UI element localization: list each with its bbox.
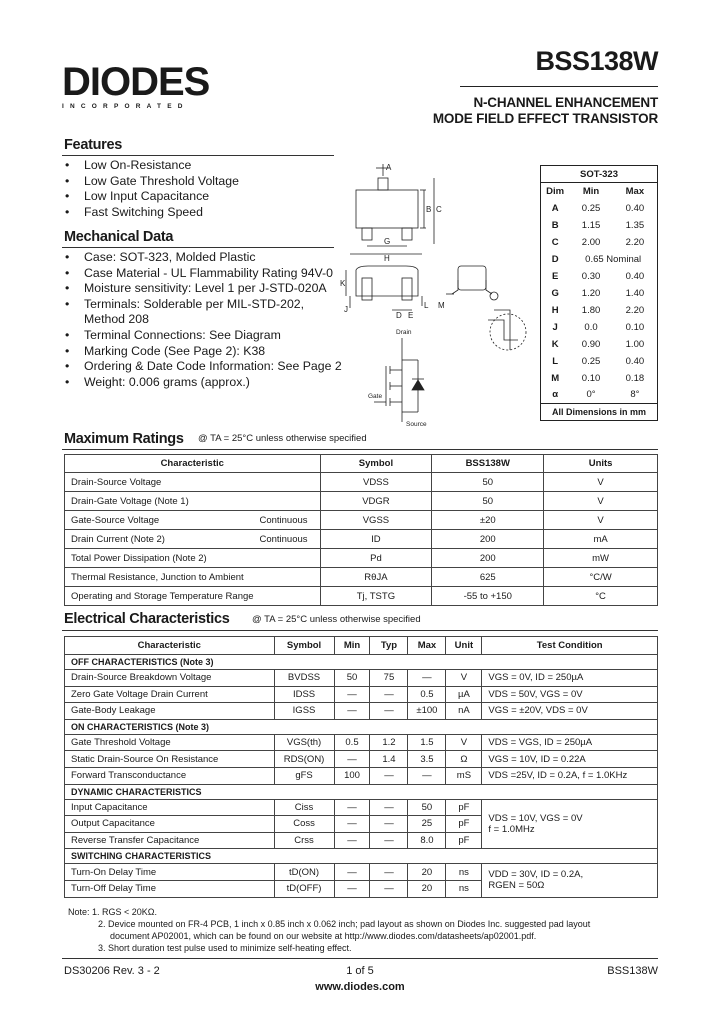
- elec-unit: nA: [446, 703, 482, 720]
- header-rule: [460, 86, 658, 87]
- drain-label: Drain: [396, 329, 412, 336]
- dim-code: A: [551, 202, 559, 214]
- dim-row: [541, 217, 658, 234]
- mechanical-item: • Weight: 0.006 grams (approx.): [64, 375, 342, 391]
- dim-min: 0.10: [581, 372, 601, 384]
- elec-header: Typ: [370, 637, 408, 655]
- rating-char-text: Gate-Source Voltage: [71, 514, 160, 526]
- note-1: Note: 1. RGS < 20KΩ.: [68, 907, 158, 917]
- mechanical-list: [64, 250, 342, 390]
- elec-min: —: [334, 703, 370, 720]
- elec-typ: —: [370, 832, 408, 849]
- max-ratings-condition: @ TA = 25°C unless otherwise specified: [198, 433, 367, 444]
- dim-row: [541, 319, 658, 336]
- elec-typ: —: [370, 864, 408, 881]
- elec-characteristic: Static Drain-Source On Resistance: [65, 751, 275, 768]
- footer-page-number: 1 of 5: [346, 965, 374, 977]
- dim-label-e: E: [408, 311, 414, 320]
- elec-symbol: gFS: [274, 767, 334, 784]
- elec-symbol: Coss: [274, 816, 334, 833]
- dim-code: K: [551, 338, 559, 350]
- rating-header: Units: [544, 455, 658, 473]
- rating-unit: mW: [544, 549, 658, 568]
- dim-label-g: G: [384, 237, 391, 246]
- elec-symbol: tD(OFF): [274, 880, 334, 897]
- elec-unit: ns: [446, 880, 482, 897]
- dim-code: C: [551, 236, 559, 248]
- rating-unit: V: [544, 473, 658, 492]
- dim-row: [541, 336, 658, 353]
- elec-min: —: [334, 880, 370, 897]
- max-ratings-rule: [62, 449, 658, 450]
- rating-char-text: Thermal Resistance, Junction to Ambient: [71, 571, 244, 583]
- dim-row: [541, 353, 658, 370]
- elec-test-condition: VDS = VGS, ID = 250µA: [482, 734, 658, 751]
- elec-symbol: Ciss: [274, 799, 334, 816]
- rating-header: Symbol: [320, 455, 432, 473]
- footer-doc-number: DS30206 Rev. 3 - 2: [64, 965, 160, 977]
- dim-code: E: [551, 270, 559, 282]
- section-row: [65, 655, 658, 670]
- rating-symbol: RθJA: [320, 568, 432, 587]
- elec-min: —: [334, 816, 370, 833]
- elec-condition: @ TA = 25°C unless otherwise specified: [252, 614, 421, 625]
- elec-typ: 1.2: [370, 734, 408, 751]
- features-rule: [62, 155, 334, 156]
- rating-cond: Continuous: [259, 533, 308, 545]
- elec-row: [65, 751, 658, 768]
- dimensions-table: [540, 165, 658, 421]
- dim-min: 0°: [586, 389, 596, 401]
- elec-max: 3.5: [408, 751, 446, 768]
- elec-min: —: [334, 751, 370, 768]
- dim-label-a: A: [386, 163, 392, 172]
- mechanical-item: • Moisture sensitivity: Level 1 per J-STD-020A: [64, 281, 342, 297]
- elec-max: —: [408, 670, 446, 687]
- dim-code: J: [552, 321, 558, 333]
- section-row: [65, 719, 658, 734]
- elec-max: 50: [408, 799, 446, 816]
- rating-characteristic: [65, 530, 321, 549]
- dim-label-l: L: [424, 301, 429, 310]
- elec-characteristic: Forward Transconductance: [65, 767, 275, 784]
- dim-min: 2.00: [581, 236, 601, 248]
- mechanical-item: • Marking Code (See Page 2): K38: [64, 344, 342, 360]
- mechanical-item: [64, 297, 342, 328]
- dim-min: 0.25: [581, 202, 601, 214]
- dim-label-k: K: [340, 279, 346, 288]
- diodes-logo: [62, 62, 232, 110]
- terminals-line-2: Method 208: [84, 312, 149, 327]
- rating-value: -55 to +150: [432, 587, 544, 606]
- rating-unit: °C: [544, 587, 658, 606]
- elec-test-condition: [482, 799, 658, 849]
- dim-nominal: 0.65 Nominal: [585, 253, 642, 265]
- elec-typ: —: [370, 799, 408, 816]
- elec-unit: Ω: [446, 751, 482, 768]
- dim-min: 0.90: [581, 338, 601, 350]
- rating-characteristic: [65, 473, 321, 492]
- elec-symbol: tD(ON): [274, 864, 334, 881]
- elec-title: Electrical Characteristics: [64, 611, 230, 627]
- dim-code: B: [551, 219, 559, 231]
- elec-typ: 75: [370, 670, 408, 687]
- rating-symbol: VGSS: [320, 511, 432, 530]
- notes: [68, 906, 668, 954]
- dim-label-j: J: [344, 305, 348, 314]
- elec-characteristic: Gate Threshold Voltage: [65, 734, 275, 751]
- dim-max: 0.18: [625, 372, 645, 384]
- dyn-cond-1: VDS = 10V, VGS = 0V: [488, 812, 583, 824]
- elec-characteristic: Input Capacitance: [65, 799, 275, 816]
- elec-header: Characteristic: [65, 637, 275, 655]
- dim-table-title: SOT-323: [541, 166, 658, 183]
- rating-symbol: VDSS: [320, 473, 432, 492]
- elec-characteristic: Reverse Transfer Capacitance: [65, 832, 275, 849]
- rating-value: 50: [432, 473, 544, 492]
- dim-max: 0.40: [625, 355, 645, 367]
- elec-header: Unit: [446, 637, 482, 655]
- dim-row: [541, 285, 658, 302]
- elec-max: 8.0: [408, 832, 446, 849]
- dim-code: G: [551, 287, 559, 299]
- elec-unit: mS: [446, 767, 482, 784]
- electrical-characteristics-table: [64, 636, 658, 898]
- rating-cond: Continuous: [259, 514, 308, 526]
- elec-characteristic: Output Capacitance: [65, 816, 275, 833]
- feature-item: • Low On-Resistance: [64, 158, 239, 174]
- elec-min: 100: [334, 767, 370, 784]
- elec-row: [65, 864, 658, 881]
- elec-unit: V: [446, 670, 482, 687]
- dim-header: Max: [625, 185, 645, 197]
- dim-max: 1.35: [625, 219, 645, 231]
- dim-min: 1.80: [581, 304, 601, 316]
- part-number: BSS138W: [535, 46, 658, 76]
- dim-max: 0.40: [625, 270, 645, 282]
- section-heading: DYNAMIC CHARACTERISTICS: [65, 784, 658, 799]
- dim-row: [541, 234, 658, 251]
- elec-symbol: BVDSS: [274, 670, 334, 687]
- footer-part-number: BSS138W: [607, 965, 658, 977]
- dim-max: 2.20: [625, 304, 645, 316]
- elec-unit: pF: [446, 816, 482, 833]
- rating-characteristic: [65, 549, 321, 568]
- elec-header: Symbol: [274, 637, 334, 655]
- dim-code: α: [552, 389, 559, 401]
- rating-value: 50: [432, 492, 544, 511]
- section-heading: ON CHARACTERISTICS (Note 3): [65, 719, 658, 734]
- elec-test-condition: VDS = 50V, VGS = 0V: [482, 686, 658, 703]
- rating-characteristic: [65, 587, 321, 606]
- mechanical-rule: [62, 247, 334, 248]
- mechanical-item: • Case: SOT-323, Molded Plastic: [64, 250, 342, 266]
- feature-item: • Low Input Capacitance: [64, 189, 239, 205]
- mechanical-title: Mechanical Data: [64, 229, 174, 245]
- section-heading: OFF CHARACTERISTICS (Note 3): [65, 655, 658, 670]
- device-description: [433, 95, 658, 126]
- dim-row: [541, 370, 658, 387]
- section-row: [65, 784, 658, 799]
- rating-char-text: Drain-Gate Voltage (Note 1): [71, 495, 189, 507]
- dim-label-d: D: [396, 311, 402, 320]
- sw-cond-1: VDD = 30V, ID = 0.2A,: [488, 869, 584, 881]
- dim-label-b: B: [426, 205, 432, 214]
- elec-header: Max: [408, 637, 446, 655]
- rating-value: 200: [432, 549, 544, 568]
- dim-max: 1.00: [625, 338, 645, 350]
- elec-characteristic: Gate-Body Leakage: [65, 703, 275, 720]
- source-label: Source: [406, 421, 427, 428]
- elec-symbol: IGSS: [274, 703, 334, 720]
- mechanical-item: • Terminal Connections: See Diagram: [64, 328, 342, 344]
- rating-characteristic: [65, 568, 321, 587]
- dim-row: [541, 200, 658, 217]
- footer-rule: [62, 958, 658, 959]
- rating-row: [65, 587, 658, 606]
- rating-row: [65, 549, 658, 568]
- rating-header: Characteristic: [65, 455, 321, 473]
- dim-min: 0.0: [584, 321, 598, 333]
- dim-min: 0.30: [581, 270, 601, 282]
- elec-unit: V: [446, 734, 482, 751]
- rating-row: [65, 530, 658, 549]
- elec-row: [65, 686, 658, 703]
- rating-characteristic: [65, 511, 321, 530]
- elec-unit: ns: [446, 864, 482, 881]
- features-title: Features: [64, 137, 123, 153]
- elec-unit: µA: [446, 686, 482, 703]
- max-ratings-title: Maximum Ratings: [64, 431, 184, 447]
- elec-characteristic: Drain-Source Breakdown Voltage: [65, 670, 275, 687]
- elec-max: 25: [408, 816, 446, 833]
- rating-header: BSS138W: [432, 455, 544, 473]
- dim-min: 1.20: [581, 287, 601, 299]
- dim-row: [541, 268, 658, 285]
- elec-header: Test Condition: [482, 637, 658, 655]
- dim-row: [541, 302, 658, 319]
- rating-symbol: Pd: [320, 549, 432, 568]
- dim-code: H: [551, 304, 559, 316]
- elec-test-condition: VGS = ±20V, VDS = 0V: [482, 703, 658, 720]
- elec-typ: —: [370, 703, 408, 720]
- elec-typ: —: [370, 767, 408, 784]
- rating-unit: mA: [544, 530, 658, 549]
- gate-label: Gate: [368, 393, 383, 400]
- elec-max: 20: [408, 880, 446, 897]
- dim-max: 1.40: [625, 287, 645, 299]
- elec-min: —: [334, 686, 370, 703]
- elec-header: Min: [334, 637, 370, 655]
- elec-symbol: Crss: [274, 832, 334, 849]
- feature-item: • Fast Switching Speed: [64, 205, 239, 221]
- package-outline-drawing: [338, 160, 534, 430]
- rating-unit: V: [544, 511, 658, 530]
- logo-wordmark: DIODES: [62, 60, 210, 104]
- footer-website-link[interactable]: www.diodes.com: [315, 981, 405, 993]
- elec-test-condition: [482, 864, 658, 897]
- dim-label-c: C: [436, 205, 442, 214]
- rating-value: 625: [432, 568, 544, 587]
- elec-min: 50: [334, 670, 370, 687]
- dim-code: L: [552, 355, 559, 367]
- note-2: [68, 918, 668, 942]
- rating-char-text: Drain Current (Note 2): [71, 533, 165, 545]
- dim-max: 8°: [630, 389, 640, 401]
- section-heading: SWITCHING CHARACTERISTICS: [65, 849, 658, 864]
- dim-max: 0.10: [625, 321, 645, 333]
- dim-label-h: H: [384, 254, 390, 263]
- dim-min: 0.25: [581, 355, 601, 367]
- mechanical-item: • Ordering & Date Code Information: See Page 2: [64, 359, 342, 375]
- elec-unit: pF: [446, 832, 482, 849]
- elec-row: [65, 703, 658, 720]
- elec-unit: pF: [446, 799, 482, 816]
- dyn-cond-2: f = 1.0MHz: [488, 823, 535, 835]
- note-2-line-1: 2. Device mounted on FR-4 PCB, 1 inch x 0.85 inch x 0.062 inch; pad layout as shown on Diodes Inc. suggested pad layout: [98, 919, 591, 929]
- dim-label-m: M: [438, 301, 445, 310]
- dim-row: [541, 387, 658, 404]
- rating-row: [65, 511, 658, 530]
- elec-row: [65, 799, 658, 816]
- rating-symbol: VDGR: [320, 492, 432, 511]
- mechanical-item: • Case Material - UL Flammability Rating 94V-0: [64, 266, 342, 282]
- elec-max: 1.5: [408, 734, 446, 751]
- rating-symbol: ID: [320, 530, 432, 549]
- elec-symbol: IDSS: [274, 686, 334, 703]
- rating-row: [65, 473, 658, 492]
- rating-characteristic: [65, 492, 321, 511]
- rating-char-text: Operating and Storage Temperature Range: [71, 590, 254, 602]
- dim-header: Min: [582, 185, 600, 197]
- rating-value: 200: [432, 530, 544, 549]
- section-row: [65, 849, 658, 864]
- subtitle-line-2: MODE FIELD EFFECT TRANSISTOR: [432, 110, 658, 126]
- rating-symbol: Tj, TSTG: [320, 587, 432, 606]
- elec-typ: —: [370, 686, 408, 703]
- rating-unit: V: [544, 492, 658, 511]
- rating-char-text: Total Power Dissipation (Note 2): [71, 552, 207, 564]
- elec-characteristic: Turn-Off Delay Time: [65, 880, 275, 897]
- dim-code: D: [551, 253, 559, 265]
- elec-typ: —: [370, 880, 408, 897]
- dim-max: 0.40: [625, 202, 645, 214]
- rating-value: ±20: [432, 511, 544, 530]
- elec-max: —: [408, 767, 446, 784]
- sw-cond-2: RGEN = 50Ω: [488, 880, 545, 892]
- elec-min: 0.5: [334, 734, 370, 751]
- dim-table-footer: All Dimensions in mm: [541, 404, 658, 421]
- elec-row: [65, 670, 658, 687]
- note-2-line-2: document AP02001, which can be found on our website at http://www.diodes.com/datasheets/ap02001.pdf.: [110, 931, 537, 941]
- subtitle-line-1: N-CHANNEL ENHANCEMENT: [473, 95, 658, 110]
- elec-max: 0.5: [408, 686, 446, 703]
- logo-subtitle: INCORPORATED: [62, 103, 189, 110]
- rating-row: [65, 568, 658, 587]
- elec-typ: —: [370, 816, 408, 833]
- dim-row: [541, 251, 658, 268]
- elec-typ: 1.4: [370, 751, 408, 768]
- elec-min: —: [334, 864, 370, 881]
- elec-symbol: RDS(ON): [274, 751, 334, 768]
- elec-min: —: [334, 832, 370, 849]
- elec-row: [65, 767, 658, 784]
- rating-unit: °C/W: [544, 568, 658, 587]
- elec-max: 20: [408, 864, 446, 881]
- dim-max: 2.20: [625, 236, 645, 248]
- elec-test-condition: VDS =25V, ID = 0.2A, f = 1.0KHz: [482, 767, 658, 784]
- elec-symbol: VGS(th): [274, 734, 334, 751]
- rating-row: [65, 492, 658, 511]
- elec-rule: [62, 630, 658, 631]
- max-ratings-table: [64, 454, 658, 606]
- elec-max: ±100: [408, 703, 446, 720]
- dim-code: M: [551, 372, 560, 384]
- elec-test-condition: VGS = 0V, ID = 250µA: [482, 670, 658, 687]
- feature-item: • Low Gate Threshold Voltage: [64, 174, 239, 190]
- features-list: [64, 158, 239, 220]
- terminals-line-1: Terminals: Solderable per MIL-STD-202,: [84, 296, 305, 311]
- dim-header: Dim: [546, 185, 565, 197]
- rating-char-text: Drain-Source Voltage: [71, 476, 162, 488]
- elec-characteristic: Turn-On Delay Time: [65, 864, 275, 881]
- note-3: 3. Short duration test pulse used to minimize self-heating effect.: [98, 943, 352, 953]
- elec-row: [65, 734, 658, 751]
- dim-min: 1.15: [581, 219, 601, 231]
- elec-test-condition: VGS = 10V, ID = 0.22A: [482, 751, 658, 768]
- elec-characteristic: Zero Gate Voltage Drain Current: [65, 686, 275, 703]
- elec-min: —: [334, 799, 370, 816]
